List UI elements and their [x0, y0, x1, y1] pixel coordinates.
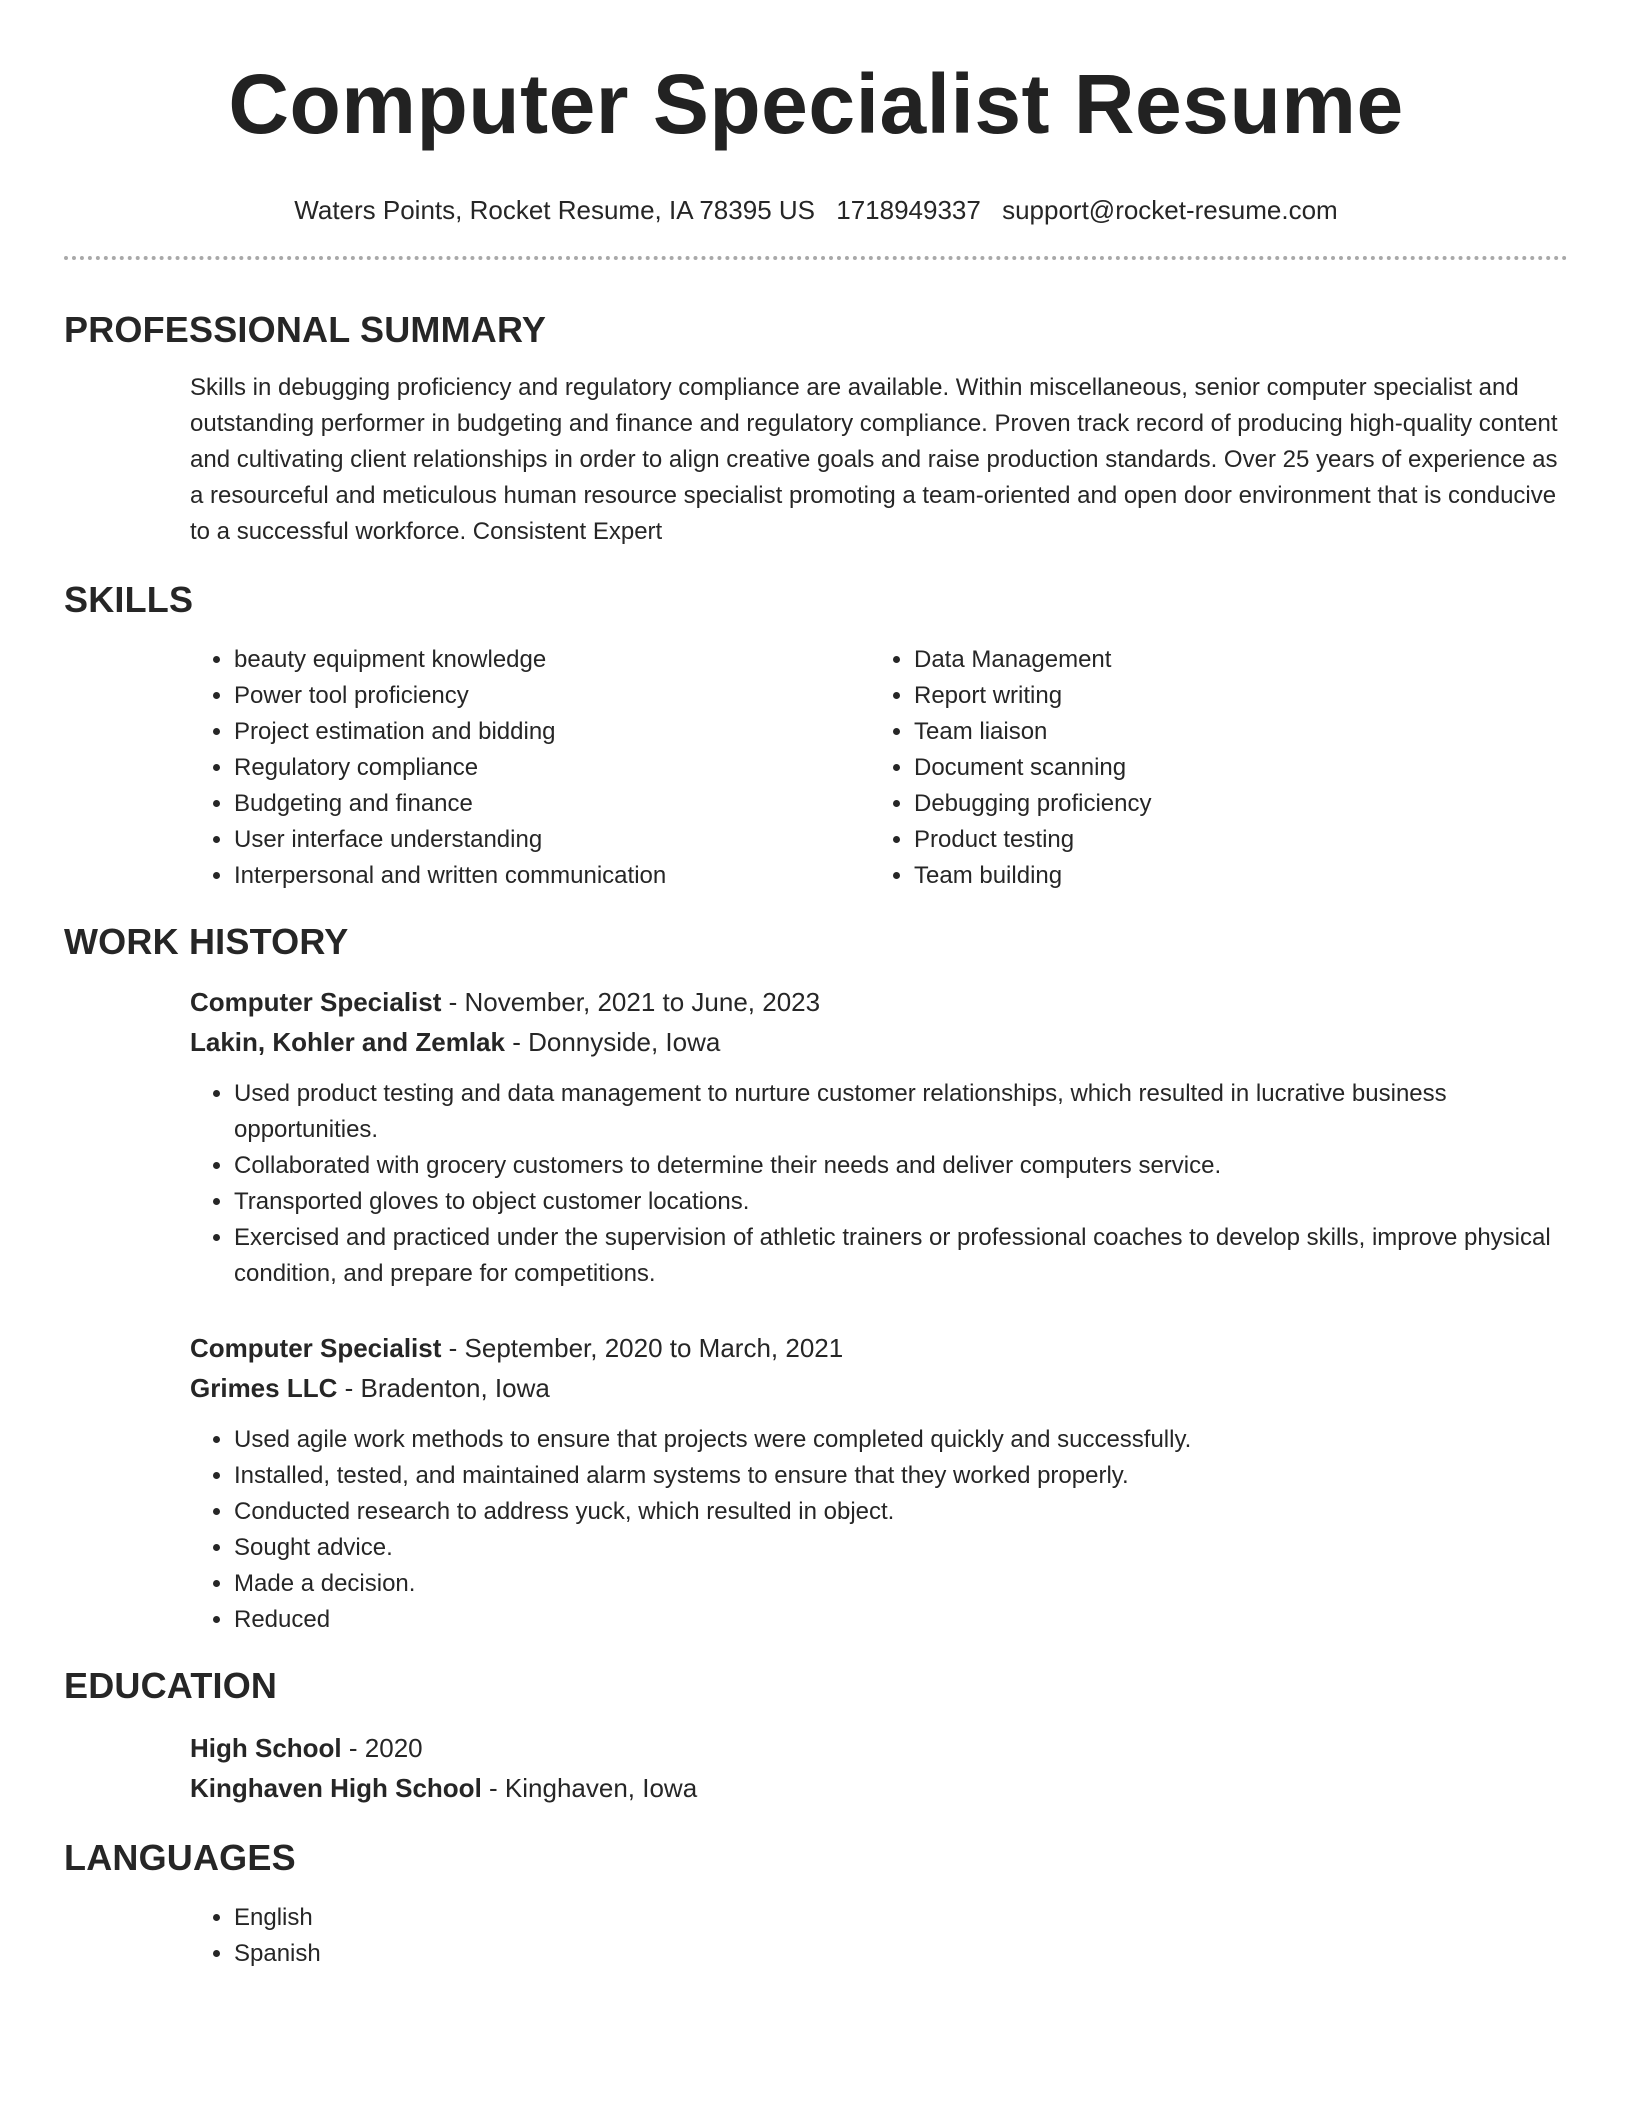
skills-column-left	[190, 642, 870, 894]
skill-item: • Interpersonal and written communication	[234, 858, 870, 894]
job-company-line	[190, 1022, 1568, 1062]
skill-item: • Regulatory compliance	[234, 750, 870, 786]
job-duties-list	[190, 1076, 1568, 1292]
skills-list-left	[190, 642, 870, 894]
skills-heading: SKILLS	[64, 579, 194, 620]
job-dates: - September, 2020 to March, 2021	[441, 1333, 844, 1363]
contact-phone: 1718949337	[836, 195, 981, 225]
work-history-heading: WORK HISTORY	[64, 921, 349, 962]
education-year: - 2020	[341, 1733, 423, 1763]
education-entry	[190, 1728, 1568, 1808]
summary-heading: PROFESSIONAL SUMMARY	[64, 309, 547, 350]
contact-address: Waters Points, Rocket Resume, IA 78395 US	[294, 195, 815, 225]
languages-heading: LANGUAGES	[64, 1837, 296, 1878]
job-duty: • Reduced	[234, 1602, 1568, 1638]
job-duties-list	[190, 1422, 1568, 1638]
skill-item: • Report writing	[914, 678, 1550, 714]
education-heading: EDUCATION	[64, 1665, 278, 1706]
skill-item: • Power tool proficiency	[234, 678, 870, 714]
job-duty: • Transported gloves to object customer locations.	[234, 1184, 1568, 1220]
education-degree-line	[190, 1728, 1568, 1768]
header-divider	[64, 256, 1568, 260]
job-entry	[190, 982, 1568, 1292]
skills-grid	[190, 642, 1568, 894]
summary-section	[64, 308, 1568, 550]
job-duty: • Conducted research to address yuck, which resulted in object.	[234, 1494, 1568, 1530]
skill-item: • beauty equipment knowledge	[234, 642, 870, 678]
job-duty: • Collaborated with grocery customers to determine their needs and deliver computers service.	[234, 1148, 1568, 1184]
job-role: Computer Specialist	[190, 1333, 442, 1363]
language-item: • English	[234, 1900, 1568, 1936]
job-title-line	[190, 982, 1568, 1022]
contact-line	[64, 194, 1568, 226]
education-school-line	[190, 1768, 1568, 1808]
skill-item: • User interface understanding	[234, 822, 870, 858]
job-location: - Donnyside, Iowa	[504, 1027, 721, 1057]
job-duty: • Exercised and practiced under the supervision of athletic trainers or professional coaches to develop skills, improve physical condition, and prepare for competitions.	[234, 1220, 1568, 1292]
job-company-line	[190, 1368, 1568, 1408]
job-company: Lakin, Kohler and Zemlak	[190, 1027, 505, 1057]
skill-item: • Data Management	[914, 642, 1550, 678]
job-dates: - November, 2021 to June, 2023	[441, 987, 821, 1017]
job-duty: • Used product testing and data management to nurture customer relationships, which resulted in lucrative business opportunities.	[234, 1076, 1568, 1148]
education-degree: High School	[190, 1733, 342, 1763]
languages-body	[190, 1900, 1568, 1972]
job-duty: • Sought advice.	[234, 1530, 1568, 1566]
summary-text: Skills in debugging proficiency and regulatory compliance are available. Within miscellaneous, senior computer specialist and outstanding performer in budgeting and finance and regulatory compliance. Proven track record of producing high-quality content and cultivating client relationships in order to align creative goals and raise production standards. Over 25 years of experience as a resourceful and meticulous human resource specialist promoting a team-oriented and open door environment that is conducive to a successful workforce. Consistent Expert	[190, 374, 1558, 545]
skill-item: • Team building	[914, 858, 1550, 894]
skills-column-right	[870, 642, 1550, 894]
education-section	[64, 1664, 1568, 1808]
skill-item: • Debugging proficiency	[914, 786, 1550, 822]
language-item: • Spanish	[234, 1936, 1568, 1972]
education-location: - Kinghaven, Iowa	[481, 1773, 698, 1803]
job-company: Grimes LLC	[190, 1373, 338, 1403]
skill-item: • Product testing	[914, 822, 1550, 858]
languages-section	[64, 1836, 1568, 1972]
languages-list	[190, 1900, 1568, 1972]
job-role: Computer Specialist	[190, 987, 442, 1017]
skill-item: • Team liaison	[914, 714, 1550, 750]
job-title-line	[190, 1328, 1568, 1368]
skill-item: • Project estimation and bidding	[234, 714, 870, 750]
skills-section	[64, 578, 1568, 894]
job-duty: • Made a decision.	[234, 1566, 1568, 1602]
skill-item: • Document scanning	[914, 750, 1550, 786]
work-history-section	[64, 920, 1568, 1638]
skills-list-right	[870, 642, 1550, 894]
job-duty: • Used agile work methods to ensure that projects were completed quickly and successfully.	[234, 1422, 1568, 1458]
contact-email: support@rocket-resume.com	[1002, 195, 1338, 225]
job-location: - Bradenton, Iowa	[337, 1373, 550, 1403]
job-duty: • Installed, tested, and maintained alarm systems to ensure that they worked properly.	[234, 1458, 1568, 1494]
skill-item: • Budgeting and finance	[234, 786, 870, 822]
job-entry	[190, 1328, 1568, 1638]
resume-title: Computer Specialist Resume	[228, 57, 1404, 151]
education-school: Kinghaven High School	[190, 1773, 482, 1803]
